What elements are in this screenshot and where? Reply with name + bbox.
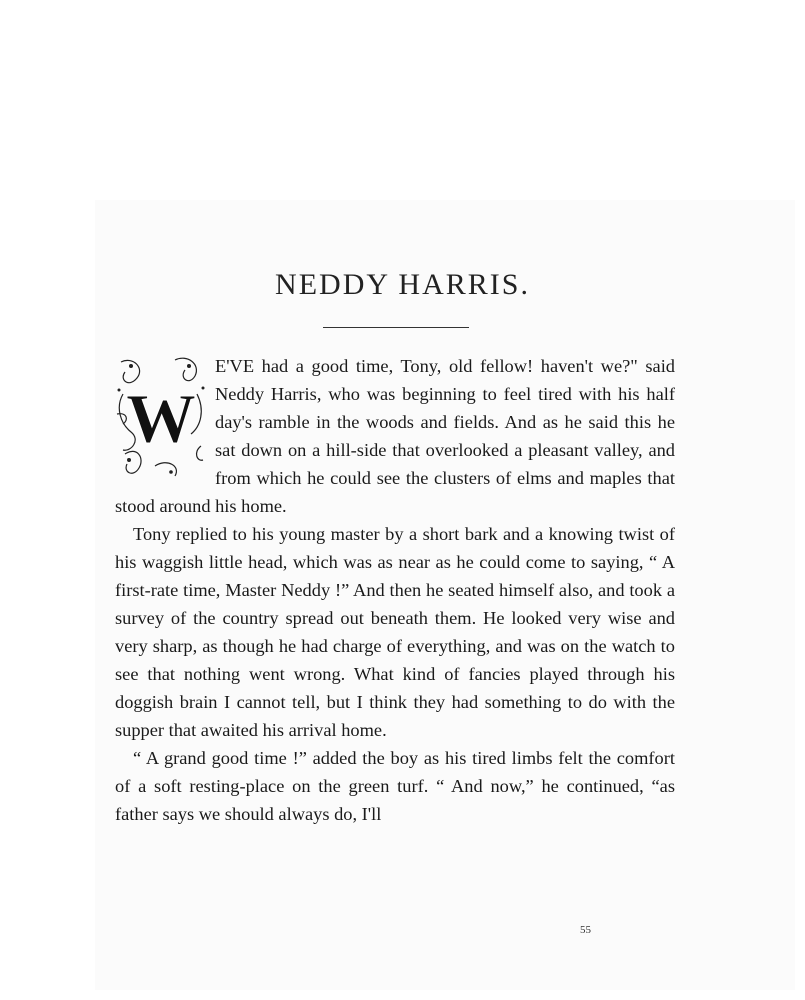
paragraph-1: E'VE had a good time, Tony, old fellow! haven't we?" said Neddy Harris, who was beginning to feel tired with his half day's ramble in the woods and fields. And as he said this he sat down on a hill-side that overlooked a pleasant valley, and from which he could see the clusters of elms and maples that stood around his home.: [115, 356, 675, 516]
body-text: [115, 352, 675, 828]
chapter-title: NEDDY HARRIS.: [275, 268, 530, 301]
paragraph-2: Tony replied to his young master by a short bark and a knowing twist of his waggish little head, which was as near as he could come to saying, “ A first-rate time, Master Neddy !” And then he seated himself also, and took a survey of the country spread out beneath them. He looked very wise and very sharp, as though he had charge of everything, and was on the watch to see that nothing went wrong. What kind of fancies played through his doggish brain I cannot tell, but I think they had something to do with the supper that awaited his arrival home.: [115, 524, 675, 740]
title-rule: [323, 327, 469, 328]
paragraph-3: “ A grand good time !” added the boy as his tired limbs felt the comfort of a soft resting-place on the green turf. “ And now,” he continued, “as father says we should always do, I'll: [115, 748, 675, 824]
drop-cap-letter: W: [126, 381, 196, 458]
ornamental-drop-cap: [115, 354, 207, 484]
page-number: 55: [580, 924, 591, 936]
